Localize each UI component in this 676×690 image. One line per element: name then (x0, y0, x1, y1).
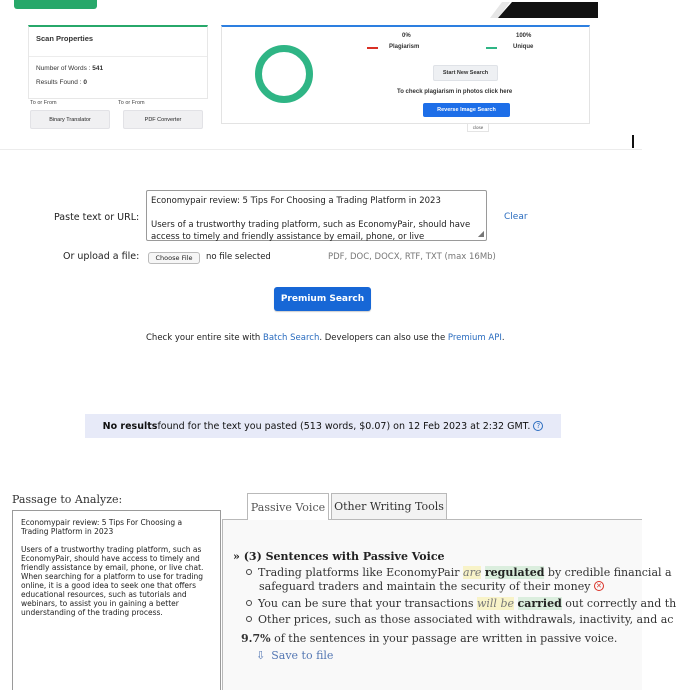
passive-sentence-1 (246, 566, 672, 579)
batch-search-link[interactable]: Batch Search (263, 333, 320, 343)
passive-sentence-3 (246, 613, 673, 626)
plagiarism-label: Plagiarism (389, 44, 420, 50)
unique-legend-swatch (486, 47, 497, 49)
bullet-icon (246, 569, 252, 575)
results-found-value: 0 (83, 79, 87, 86)
header-dark-shape (498, 2, 598, 18)
results-found-label: Results Found : (36, 79, 84, 86)
word-count-label: Number of Words : (36, 65, 93, 72)
text-input-title: Economypair review: 5 Tips For Choosing a Trading Platform in 2023 (151, 196, 441, 206)
passage-title: Economypair review: 5 Tips For Choosing a Trading Platform in 2023 (21, 518, 183, 536)
passive-percentage-text: of the sentences in your passage are written in passive voice. (270, 632, 618, 645)
save-to-file-label: Save to file (271, 649, 334, 662)
batch-search-note (146, 331, 506, 345)
word-count-value: 541 (92, 65, 104, 72)
premium-search-button[interactable]: Premium Search (274, 287, 371, 311)
plagiarism-legend-swatch (367, 47, 378, 49)
text-cursor (632, 135, 634, 148)
photo-check-note: To check plagiarism in photos click here (397, 89, 513, 95)
scan-properties-title: Scan Properties (36, 34, 94, 43)
auxiliary-verb: will be (476, 597, 515, 610)
passive-percentage-value: 9.7% (241, 632, 271, 645)
card-divider (29, 56, 207, 57)
download-icon: ⇩ (256, 649, 266, 662)
green-tab-decoration (14, 0, 97, 9)
unique-label: Unique (513, 44, 534, 50)
start-new-search-button[interactable]: Start New Search (433, 65, 498, 81)
unique-percentage-ring (255, 45, 313, 103)
sentence-text: Other prices, such as those associated with withdrawals, inactivity, and ac (258, 613, 674, 626)
remove-icon[interactable]: ✕ (594, 581, 604, 591)
auxiliary-verb: are (463, 566, 482, 579)
binary-converter-label: To or From (30, 100, 57, 106)
passive-sentences-heading: » (3) Sentences with Passive Voice (233, 550, 445, 563)
unique-percent: 100% (516, 33, 532, 39)
passive-verb: regulated (484, 566, 545, 579)
save-to-file-link[interactable] (256, 649, 333, 662)
passage-body: Users of a trustworthy trading platform, such as EconomyPair, should have access to timely and friendly assistance by email, phone, or live chat. When searching for a platform to use for trading online, it is a good idea to seek one that offers educational resources, such as tutorials and webinars, to assist you in gaining a better understanding of the trading process. (21, 545, 204, 617)
choose-file-button[interactable]: Choose File (148, 252, 200, 264)
word-count (36, 65, 103, 72)
premium-api-link[interactable]: Premium API (447, 333, 502, 343)
passive-sentence-1-continued (259, 580, 604, 593)
passage-textarea[interactable] (12, 510, 221, 690)
passive-percentage-stat (241, 632, 617, 645)
help-icon[interactable]: ? (533, 421, 543, 431)
reverse-image-search-button[interactable]: Reverse Image Search (423, 103, 510, 117)
upload-file-label: Or upload a file: (63, 251, 140, 262)
accepted-formats: PDF, DOC, DOCX, RTF, TXT (max 16Mb) (328, 252, 496, 262)
plagiarism-percent: 0% (402, 33, 411, 39)
sentence-text: out correctly and th (561, 597, 676, 610)
binary-translator-button[interactable]: Binary Translator (30, 110, 110, 129)
result-banner (85, 414, 561, 438)
close-button[interactable]: close (467, 123, 489, 132)
sentence-text: by credible financial a (544, 566, 672, 579)
bullet-icon (246, 600, 252, 606)
passage-label: Passage to Analyze: (12, 493, 123, 506)
sentence-text: You can be sure that your transactions (258, 597, 477, 610)
scan-summary-screenshot (0, 0, 642, 150)
sentence-text: safeguard traders and maintain the security of their money (259, 580, 591, 593)
result-status: No results (102, 420, 158, 432)
paste-text-label: Paste text or URL: (54, 212, 140, 223)
passive-voice-analyzer (0, 490, 676, 690)
result-details: found for the text you pasted (513 words, $0.07) on 12 Feb 2023 at 2:32 GMT. (157, 420, 531, 432)
batch-suffix: . (501, 333, 505, 343)
bullet-icon (246, 616, 252, 622)
resize-handle-icon[interactable]: ◢ (477, 229, 484, 238)
passive-verb: carried (517, 597, 562, 610)
plagiarism-checker-form (0, 150, 642, 450)
scan-properties-card (28, 25, 208, 99)
results-found (36, 79, 87, 86)
clear-link[interactable]: Clear (504, 212, 528, 222)
passive-sentence-2 (246, 597, 676, 610)
batch-prefix: Check your entire site with (146, 333, 264, 343)
text-input-area[interactable] (146, 190, 487, 241)
no-file-status: no file selected (206, 252, 271, 262)
tab-passive-voice[interactable]: Passive Voice (247, 493, 329, 520)
sentence-text: Trading platforms like EconomyPair (258, 566, 464, 579)
text-input-body: Users of a trustworthy trading platform, such as EconomyPair, should have access to timely and friendly assistance by email, phone, or live (151, 220, 471, 242)
pdf-converter-label: To or From (118, 100, 145, 106)
batch-middle: . Developers can also use the (319, 333, 448, 343)
tab-other-writing-tools[interactable]: Other Writing Tools (331, 493, 447, 519)
pdf-converter-button[interactable]: PDF Converter (123, 110, 203, 129)
